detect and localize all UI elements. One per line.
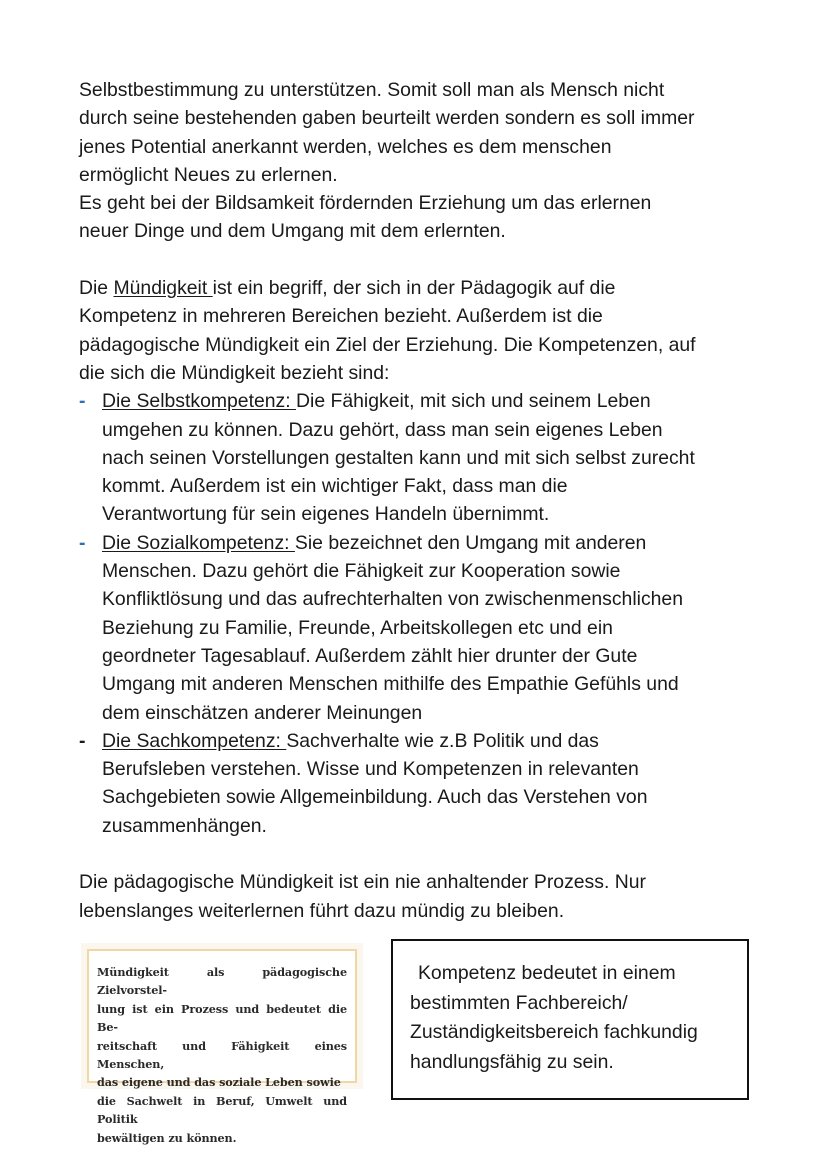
quote-line: bewältigen zu können.: [97, 1130, 237, 1145]
competence-list: [79, 387, 759, 840]
paragraph-spacer: [79, 840, 759, 868]
list-item-sozialkompetenz: [79, 529, 759, 727]
text-line: Selbstbestimmung zu unterstützen. Somit soll man als Mensch nicht: [79, 79, 665, 101]
list-dash: -: [79, 390, 86, 413]
text-line: umgehen zu können. Dazu gehört, dass man sein eigenes Leben: [102, 418, 663, 441]
text-line: Umgang mit anderen Menschen mithilfe des Empathie Gefühls und: [102, 673, 679, 696]
paragraph-spacer: [79, 246, 759, 274]
text-line: [102, 529, 759, 557]
text-line: Menschen. Dazu gehört die Fähigkeit zur Kooperation sowie: [102, 560, 621, 583]
text-line: nach seinen Vorstellungen gestalten kann und mit sich selbst zurecht: [102, 446, 695, 469]
quote-line: reitschaft und Fähigkeit eines Menschen,: [97, 1038, 347, 1072]
text-line: Verantwortung für sein eigenes Handeln übernimmt.: [102, 503, 550, 526]
text-line: [102, 727, 759, 755]
list-item-selbstkompetenz: [79, 387, 759, 528]
text-line: geordneter Tagesablauf. Außerdem zählt hier drunter der Gute: [102, 644, 638, 667]
document-page: [79, 76, 759, 925]
text-line: zusammenhängen.: [102, 814, 267, 837]
text-line: ermöglicht Neues zu erlernen.: [79, 163, 338, 186]
text-line: pädagogische Mündigkeit ein Ziel der Erziehung. Die Kompetenzen, auf: [79, 333, 696, 356]
list-item-sachkompetenz: [79, 727, 759, 840]
text-line: [102, 387, 759, 415]
text-line: lebenslanges weiterlernen führt dazu mündig zu bleiben.: [79, 899, 565, 922]
textbook-quote: [87, 949, 357, 1145]
text-line: Konfliktlösung und das aufrechterhalten von zwischenmenschlichen: [102, 588, 683, 611]
text-line: Kompetenz in mehreren Bereichen bezieht. Außerdem ist die: [79, 305, 603, 328]
text-fragment: Die Fähigkeit, mit sich und seinem Leben: [296, 390, 651, 413]
definition-line: bestimmten Fachbereich/: [410, 991, 628, 1014]
text-line: jenes Potential anerkannt werden, welches es dem menschen: [79, 135, 612, 158]
muendigkeit-term: Mündigkeit: [113, 277, 213, 300]
text-fragment: Sachverhalte wie z.B Politik und das: [286, 729, 599, 752]
muendigkeit-paragraph: [79, 274, 759, 387]
competence-title: Die Sachkompetenz:: [102, 729, 287, 752]
text-line: neuer Dinge und dem Umgang mit dem erlernten.: [79, 220, 506, 243]
text-line: Es geht bei der Bildsamkeit fördernden Erziehung um das erlernen: [79, 192, 652, 215]
definition-line: handlungsfähig zu sein.: [410, 1050, 614, 1073]
definition-line: Kompetenz bedeutet in einem: [418, 962, 676, 984]
text-line: durch seine bestehenden gaben beurteilt werden sondern es soll immer: [79, 107, 695, 130]
list-dash: -: [79, 531, 86, 554]
quote-line: die Sachwelt in Beruf, Umwelt und Politik: [97, 1093, 347, 1127]
text-fragment: Die: [79, 277, 114, 300]
kompetenz-definition-box: [391, 939, 749, 1100]
definition-line: Zuständigkeitsbereich fachkundig: [410, 1021, 698, 1043]
text-line: kommt. Außerdem ist ein wichtiger Fakt, dass man die: [102, 475, 568, 498]
text-line: dem einschätzen anderer Meinungen: [102, 701, 423, 724]
conclusion-paragraph: [79, 868, 759, 925]
intro-paragraph: [79, 76, 759, 246]
text-line: Die pädagogische Mündigkeit ist ein nie anhaltender Prozess. Nur: [79, 871, 646, 894]
quote-line: lung ist ein Prozess und bedeutet die Be-: [97, 1001, 347, 1035]
competence-title: Die Selbstkompetenz:: [102, 390, 297, 413]
text-line: die sich die Mündigkeit bezieht sind:: [79, 361, 390, 384]
text-line: Berufsleben verstehen. Wisse und Kompetenzen in relevanten: [102, 758, 639, 781]
textbook-quote-box: [81, 943, 363, 1145]
list-dash: -: [79, 729, 86, 752]
quote-line: Mündigkeit als pädagogische Zielvorstel-: [97, 965, 347, 998]
quote-line: das eigene und das soziale Leben sowie: [97, 1075, 341, 1090]
text-line: Sachgebieten sowie Allgemeinbildung. Auch das Verstehen von: [102, 786, 648, 809]
competence-title: Die Sozialkompetenz:: [102, 531, 295, 554]
text-fragment: ist ein begriff, der sich in der Pädagogik auf die: [212, 277, 616, 300]
text-line: [79, 274, 759, 302]
text-line: Beziehung zu Familie, Freunde, Arbeitskollegen etc und ein: [102, 616, 613, 639]
text-fragment: Sie bezeichnet den Umgang mit anderen: [294, 531, 647, 554]
